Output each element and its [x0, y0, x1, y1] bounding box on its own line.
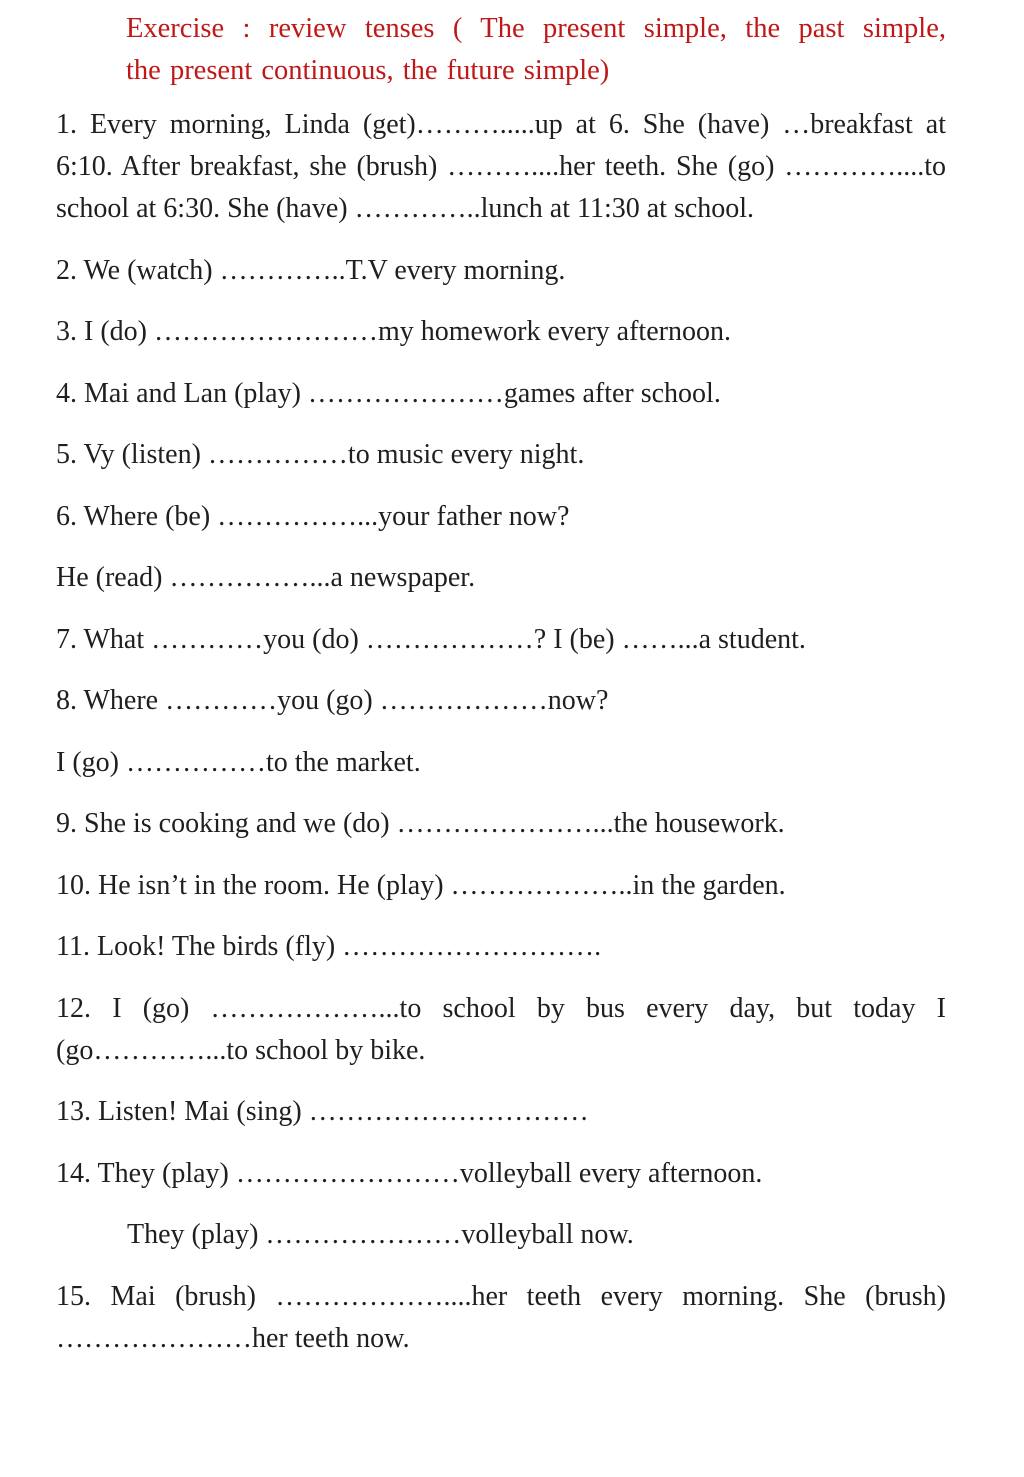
exercise-6-question: 6. Where (be) ……………...your father now? — [56, 500, 570, 532]
exercise-title — [126, 8, 946, 92]
exercise-12: 12. I (go) ………………...to school by bus every day, but today I (go…………...to school by bike. — [56, 992, 946, 1066]
exercise-4: 4. Mai and Lan (play) …………………games after school. — [56, 377, 721, 409]
exercise-15: 15. Mai (brush) ………………....her teeth every morning. She (brush) …………………her teeth now. — [56, 1280, 946, 1354]
exercise-8-question: 8. Where …………you (go) ………………now? — [56, 685, 609, 716]
exercise-2: 2. We (watch) …………..T.V every morning. — [56, 254, 566, 286]
exercise-13: 13. Listen! Mai (sing) ………………………… — [56, 1096, 589, 1127]
exercise-14-b: They (play) …………………volleyball now. — [127, 1219, 634, 1250]
exercise-10: 10. He isn’t in the room. He (play) ………………..in the garden. — [56, 869, 786, 901]
title-line-1: Exercise : review tenses ( The present simple, the past simple, — [126, 13, 946, 44]
exercise-3: 3. I (do) ……………………my homework every afternoon. — [56, 316, 731, 347]
exercise-8-answer: I (go) ……………to the market. — [56, 746, 421, 778]
title-line-2: the present continuous, the future simple) — [126, 55, 610, 86]
exercise-5: 5. Vy (listen) ……………to music every night. — [56, 439, 585, 470]
exercise-9: 9. She is cooking and we (do) …………………...the housework. — [56, 808, 785, 839]
exercise-14-a: 14. They (play) ……………………volleyball every afternoon. — [56, 1157, 763, 1189]
exercise-11: 11. Look! The birds (fly) ………………………. — [56, 931, 602, 962]
exercise-1: 1. Every morning, Linda (get)……….....up at 6. She (have) …breakfast at 6:10. After breakfast, she (brush) ………....her teeth. She (go) …………....to school at 6:30. She (have) …………..lunch at 11:30 at school. — [56, 109, 946, 224]
exercise-7: 7. What …………you (do) ………………? I (be) ……...a student. — [56, 623, 806, 655]
exercise-6-answer: He (read) ……………...a newspaper. — [56, 562, 476, 593]
